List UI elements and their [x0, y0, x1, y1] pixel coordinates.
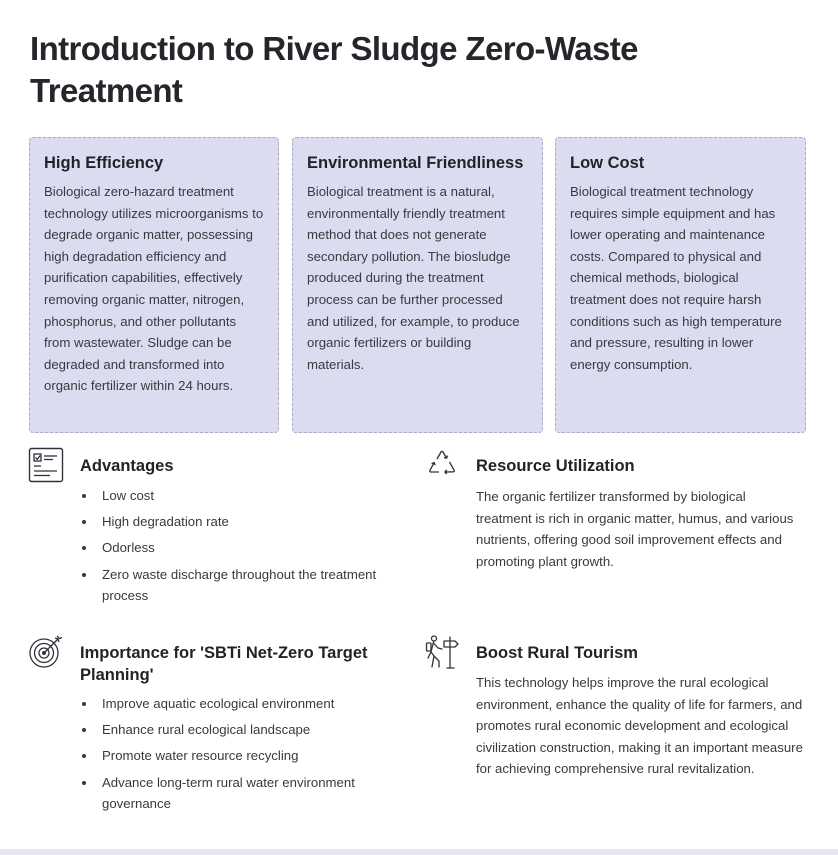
list-item: Odorless [80, 537, 410, 559]
advantages-list [80, 485, 410, 611]
card-text: Biological zero-hazard treatment technology utilizes microorganisms to degrade organic matter, possessing high degradation efficiency and purification capabilities, effectively removing organic matter, nitrogen, phosphorus, and other pollutants from wastewater. Sludge can be degraded and transformed into organic fertilizer within 24 hours. [44, 184, 264, 394]
card-title: Environmental Friendliness [307, 154, 524, 172]
section-text: The organic fertilizer transformed by biological treatment is rich in organic matter, humus, and various nutrients, offering good soil improvement effects and promoting plant growth. [476, 489, 794, 569]
card-high-efficiency [29, 137, 279, 433]
card-title: High Efficiency [44, 154, 164, 172]
card-environmental-friendliness [292, 137, 543, 433]
list-item: Promote water resource recycling [80, 745, 410, 767]
section-title: Advantages [80, 457, 174, 475]
card-title: Low Cost [570, 154, 645, 172]
recycle-icon [424, 447, 460, 483]
card-text: Biological treatment technology requires simple equipment and has lower operating and maintenance costs. Compared to physical and chemical methods, biological treatment does not require harsh conditions such as high temperature and pressure, resulting in lower energy consumption. [570, 184, 782, 372]
list-item: Zero waste discharge throughout the treatment process [80, 564, 410, 607]
target-icon [28, 634, 64, 670]
list-item: Enhance rural ecological landscape [80, 719, 410, 741]
hiker-signpost-icon [424, 634, 460, 670]
section-title: Boost Rural Tourism [476, 644, 638, 662]
card-low-cost [555, 137, 806, 433]
section-text: This technology helps improve the rural ecological environment, enhance the quality of life for farmers, and promotes rural economic development and ecological civilization construction, making it an important measure for achieving comprehensive rural revitalization. [476, 675, 803, 777]
bottom-strip [0, 849, 838, 855]
section-title: Importance for 'SBTi Net-Zero Target Planning' [80, 644, 368, 684]
list-item: High degradation rate [80, 511, 410, 533]
list-item: Low cost [80, 485, 410, 507]
page-title: Introduction to River Sludge Zero-Waste Treatment [30, 30, 638, 109]
section-title: Resource Utilization [476, 457, 635, 475]
card-text: Biological treatment is a natural, environmentally friendly treatment method that does not generate secondary pollution. The biosludge produced during the treatment process can be further processed and utilized, for example, to produce organic fertilizers or building materials. [307, 184, 520, 372]
list-item: Advance long-term rural water environment governance [80, 772, 410, 815]
importance-list [80, 693, 410, 819]
checklist-icon [28, 447, 64, 483]
list-item: Improve aquatic ecological environment [80, 693, 410, 715]
